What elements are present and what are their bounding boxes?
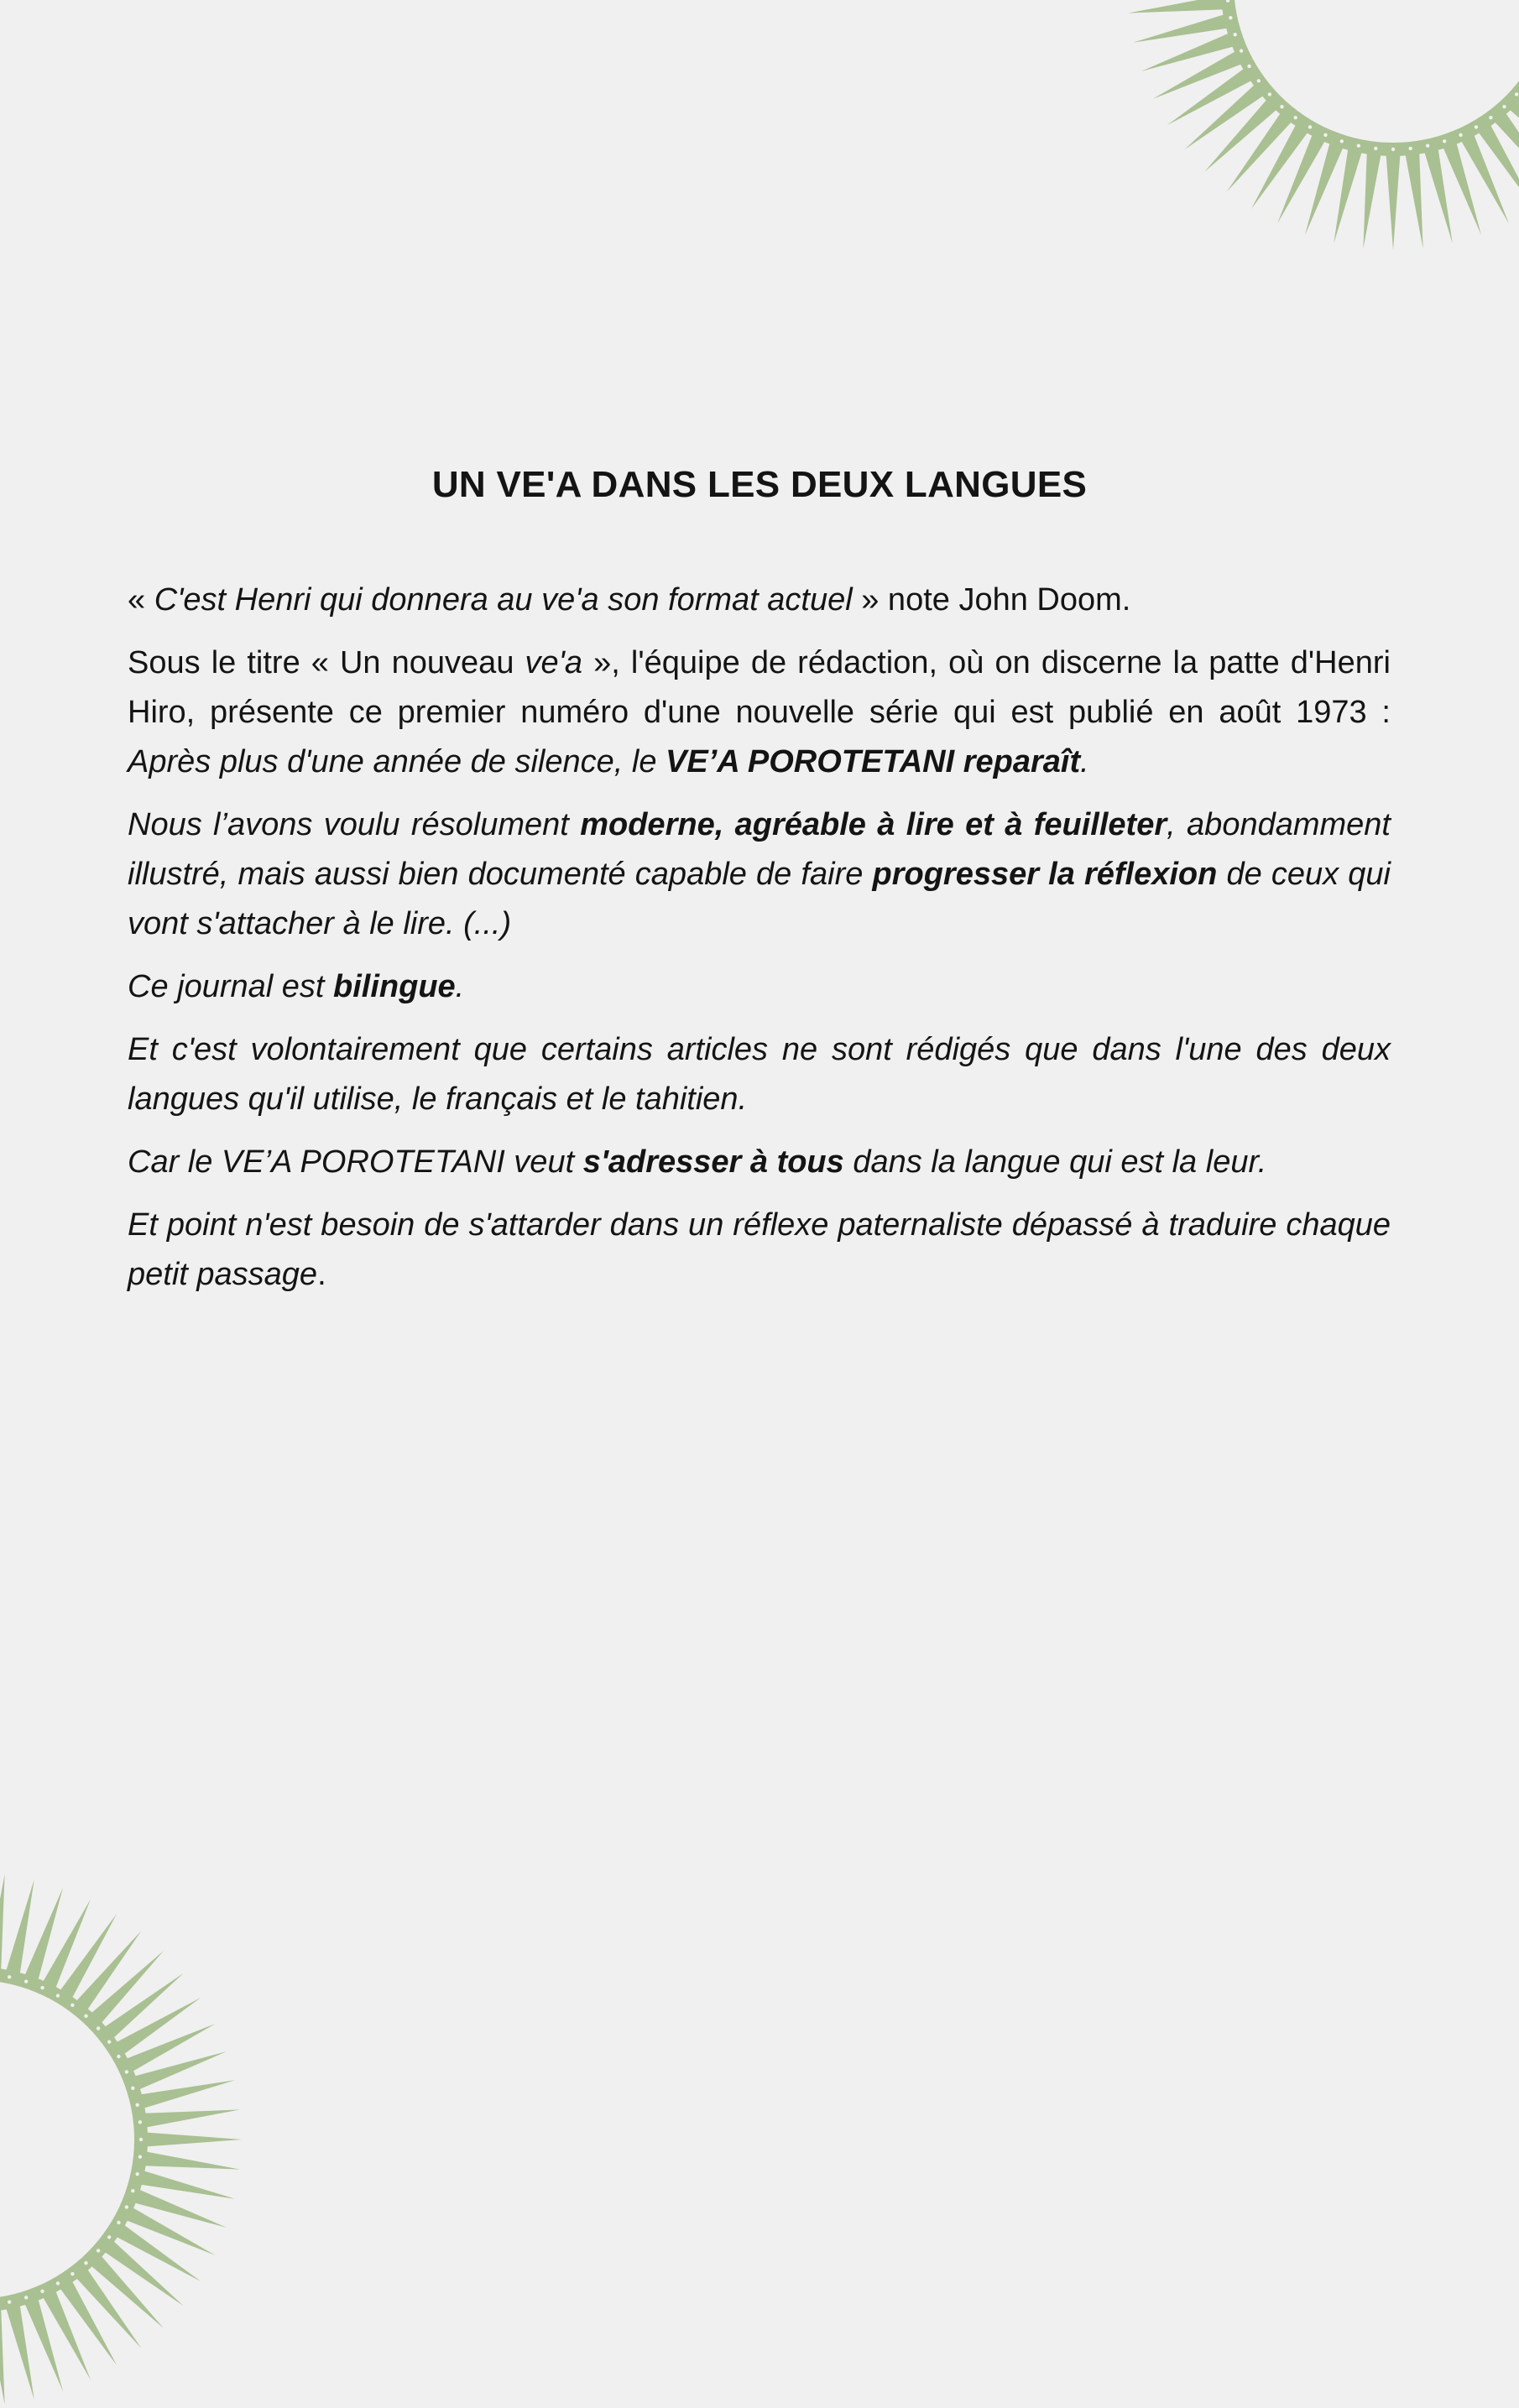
text-segment-italic: Après plus d'une année de silence, le (128, 744, 666, 779)
quote-text: C'est Henri qui donnera au ve'a son format actuel (154, 582, 853, 618)
text-segment-italic: . (1080, 744, 1089, 779)
text-segment-bold-italic: VE’A POROTETANI reparaît (666, 744, 1081, 779)
text-segment-bold: progresser la réflexion (872, 857, 1218, 892)
article-body (128, 576, 1391, 1313)
text-segment: . (317, 1257, 326, 1292)
text-segment: Nous l’avons voulu résolument (128, 807, 581, 842)
page-title: UN VE'A DANS LES DEUX LANGUES (431, 464, 1088, 505)
text-segment: », l'équipe de rédaction, où on discerne la patte d'Henri Hiro, présente ce premier numéro d'une nouvelle série qui est publié en août 1973 : (128, 645, 1391, 730)
text-segment-bold: moderne, agréable à lire et à feuilleter (580, 807, 1167, 842)
text-segment: Car le VE’A POROTETANI veut (128, 1144, 583, 1180)
paragraph-languages (128, 1025, 1391, 1124)
paragraph-for-all (128, 1138, 1391, 1187)
text-segment: , abondamment illustré, mais aussi bien documenté capable de faire (128, 807, 1391, 892)
paragraph-new-series (128, 638, 1391, 787)
text-segment: de ceux qui vont s'attacher à le lire. (...) (128, 857, 1391, 941)
text-segment: Ce journal est (128, 969, 334, 1004)
quote-attribution: » note John Doom. (852, 582, 1131, 618)
text-segment: . (455, 969, 465, 1004)
sun-ornament-icon (0, 1871, 243, 2408)
text-segment: Et c'est volontairement que certains articles ne sont rédigés que dans l'une des deux langues qu'il utilise, le français et le tahitien. (128, 1032, 1391, 1117)
paragraph-modern (128, 800, 1391, 949)
paragraph-translation (128, 1201, 1391, 1300)
text-segment-italic: ve'a (525, 645, 583, 680)
text-segment: Sous le titre « Un nouveau (128, 645, 525, 680)
text-segment-bold: s'adresser à tous (582, 1144, 844, 1180)
quote-mark: « (128, 582, 154, 618)
sun-ornament-icon (1125, 0, 1519, 252)
text-segment-bold: bilingue (333, 969, 456, 1004)
text-segment: dans la langue qui est la leur. (843, 1144, 1267, 1180)
text-segment-italic: Et point n'est besoin de s'attarder dans un réflexe paternaliste dépassé à traduire chaque petit passage (128, 1207, 1391, 1292)
paragraph-intro-quote (128, 576, 1391, 625)
paragraph-bilingual (128, 962, 1391, 1012)
